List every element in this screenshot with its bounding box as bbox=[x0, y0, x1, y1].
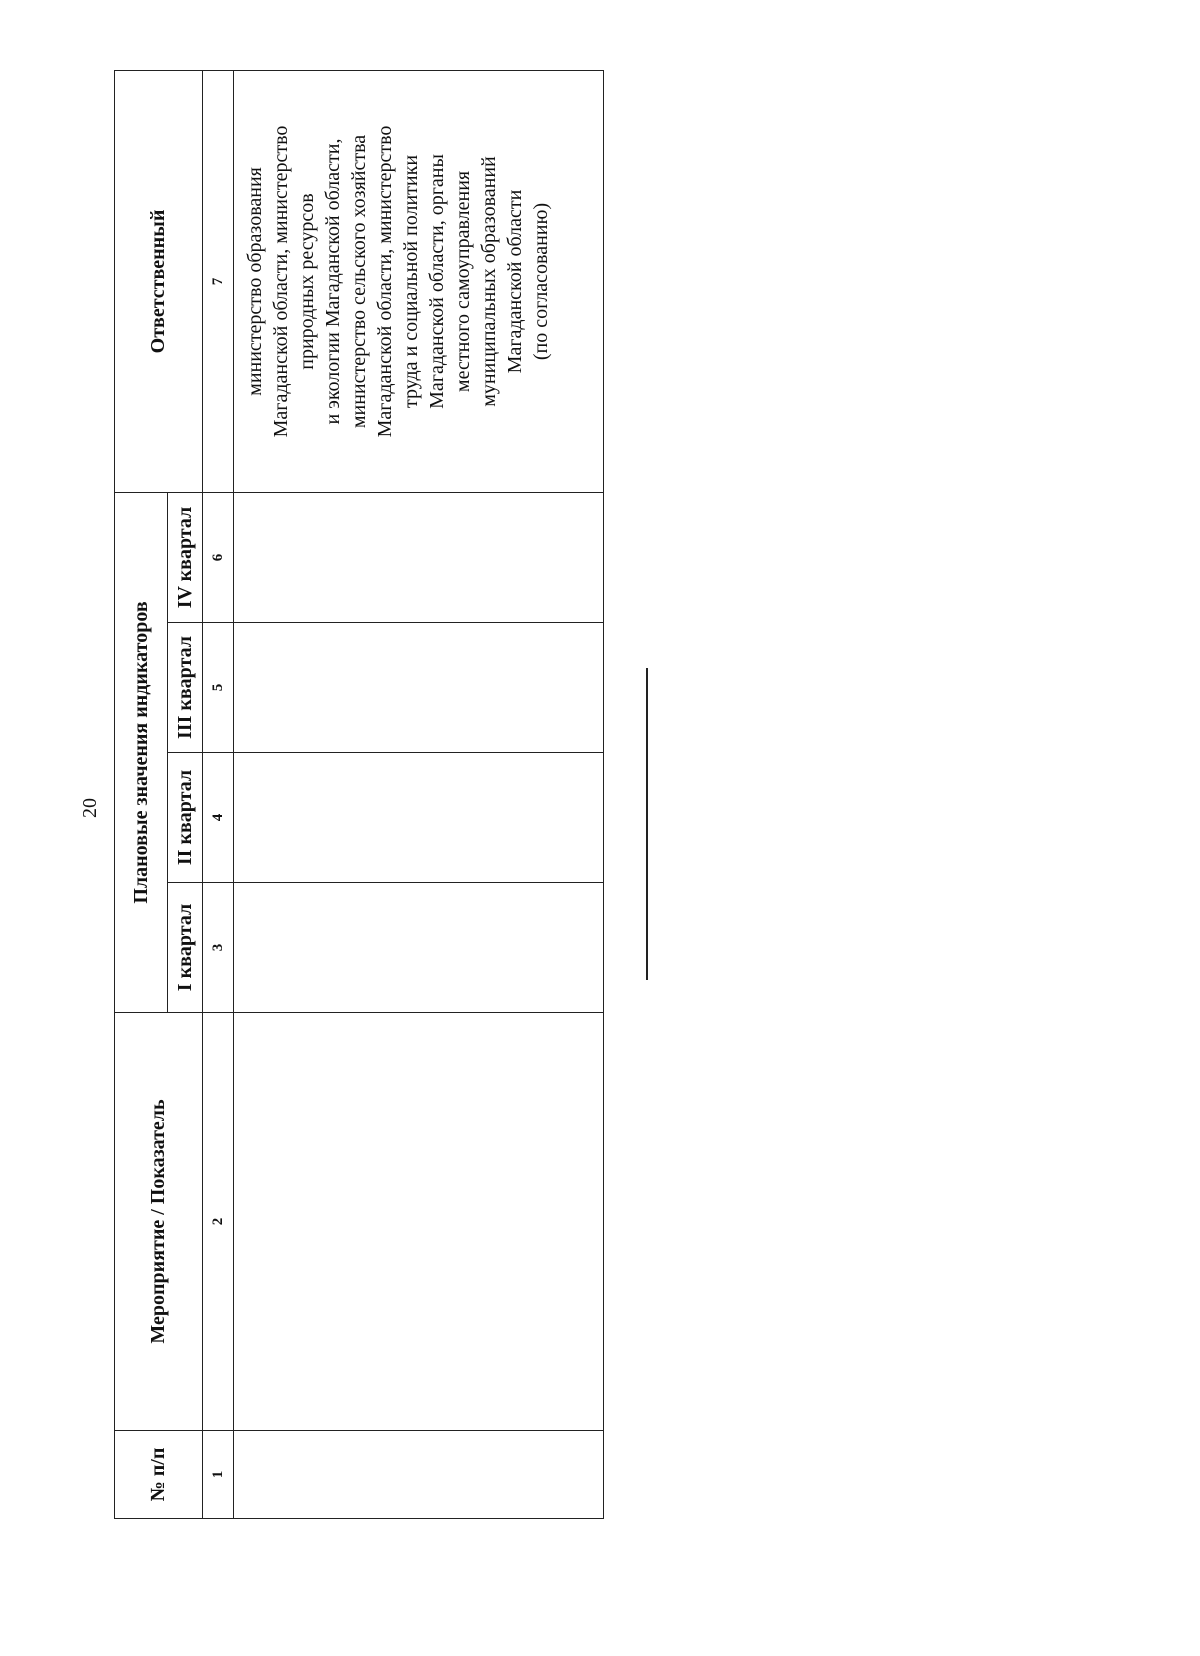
responsible-line: и экологии Магаданской области, bbox=[322, 138, 344, 425]
responsible-line: министерство образования bbox=[244, 167, 266, 396]
column-number: 3 bbox=[203, 883, 234, 1013]
responsible-line: местного самоуправления bbox=[452, 170, 474, 393]
column-number: 2 bbox=[203, 1013, 234, 1431]
cell-q3 bbox=[234, 623, 604, 753]
responsible-line: природных ресурсов bbox=[296, 193, 318, 370]
column-number: 1 bbox=[203, 1431, 234, 1519]
header-num: № п/п bbox=[115, 1431, 203, 1519]
header-measure: Мероприятие / Показатель bbox=[115, 1013, 203, 1431]
column-number: 4 bbox=[203, 753, 234, 883]
separator-line bbox=[646, 668, 648, 980]
page-number: 20 bbox=[79, 798, 101, 818]
header-responsible: Ответственный bbox=[115, 70, 203, 492]
cell-responsible bbox=[234, 70, 604, 492]
responsible-line: Магаданской области, органы bbox=[426, 154, 448, 409]
plan-table bbox=[114, 70, 604, 1519]
responsible-line: Магаданской области bbox=[504, 189, 526, 374]
header-q4: IV квартал bbox=[168, 492, 203, 622]
responsible-line: труда и социальной политики bbox=[400, 154, 422, 409]
responsible-line: министерство сельского хозяйства bbox=[348, 134, 370, 429]
header-q3: III квартал bbox=[168, 623, 203, 753]
column-number: 7 bbox=[203, 70, 234, 492]
responsible-line: Магаданской области, министерство bbox=[270, 125, 292, 438]
cell-q2 bbox=[234, 753, 604, 883]
column-number-row bbox=[203, 70, 234, 1518]
header-planned-values: Плановые значения индикаторов bbox=[115, 492, 168, 1012]
table-row bbox=[234, 70, 604, 1518]
cell-q1 bbox=[234, 883, 604, 1013]
cell-num bbox=[234, 1431, 604, 1519]
responsible-line: муниципальных образований bbox=[478, 156, 500, 407]
column-number: 5 bbox=[203, 623, 234, 753]
plan-table-container bbox=[114, 71, 604, 1519]
responsible-line: (по согласованию) bbox=[530, 202, 552, 361]
header-row bbox=[115, 70, 168, 1518]
header-q1: I квартал bbox=[168, 883, 203, 1013]
responsible-line: Магаданской области, министерство bbox=[374, 125, 396, 438]
column-number: 6 bbox=[203, 492, 234, 622]
cell-q4 bbox=[234, 492, 604, 622]
cell-measure bbox=[234, 1013, 604, 1431]
header-q2: II квартал bbox=[168, 753, 203, 883]
